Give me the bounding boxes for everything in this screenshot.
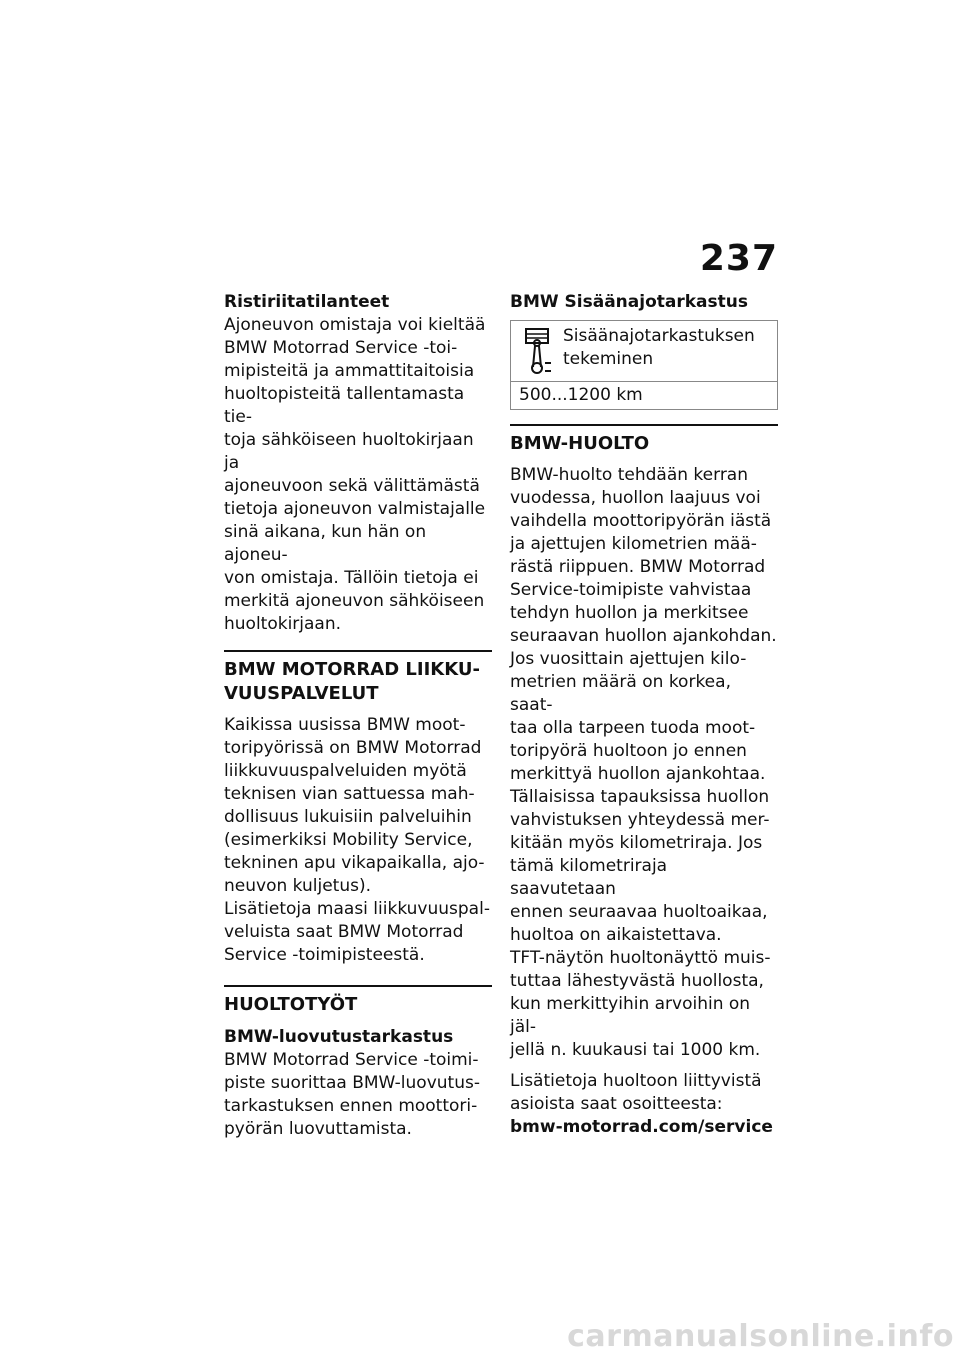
- right-column: [510, 290, 778, 1139]
- heading-sisaanajotarkastus: BMW Sisäänajotarkastus: [510, 292, 748, 312]
- heading-liikkuvuuspalvelut: BMW MOTORRAD LIIKKU- VUUSPALVELUT: [224, 659, 480, 704]
- section-divider: [224, 985, 492, 987]
- paragraph-huolto-4: Lisätietoja huoltoon liittyvistä asioista saat osoitteesta:: [510, 1071, 762, 1114]
- page-number: 237: [699, 238, 778, 279]
- heading-ristiriitatilanteet: Ristiriitatilanteet: [224, 292, 390, 312]
- heading-huoltotyot: HUOLTOTYÖT: [224, 994, 358, 1015]
- paragraph-luovutustarkastus: BMW Motorrad Service -toimi- piste suorittaa BMW-luovutus- tarkastuksen ennen moottori- pyörän luovuttamista.: [224, 1050, 480, 1139]
- section-divider: [224, 650, 492, 652]
- paragraph-ristiriitatilanteet: Ajoneuvon omistaja voi kieltää BMW Motorrad Service -toi- mipisteitä ja ammattitaitoisia huoltopisteitä tallentamasta tie- toja sähköiseen huoltokirjaan ja ajoneuvoon sekä välittämästä tietoja ajoneuvon valmistajalle sinä aikana, kun hän on ajoneu- von omistaja. Tällöin tietoja ei merkitä ajoneuvon sähköiseen huoltokirjaan.: [224, 315, 486, 634]
- run-in-inspection-table: [510, 320, 778, 410]
- table-value: 500...1200 km: [519, 385, 643, 405]
- paragraph-huolto-3: TFT-näytön huoltonäyttö muis- tuttaa lähestyvästä huollosta, kun merkittyihin arvoihin on jäl- jellä n. kuukausi tai 1000 km.: [510, 948, 771, 1060]
- paragraph-liikkuvuuspalvelut-2: Lisätietoja maasi liikkuvuuspal- veluista saat BMW Motorrad Service -toimipisteestä.: [224, 899, 490, 965]
- paragraph-huolto-2: Jos vuosittain ajettujen kilo- metrien määrä on korkea, saat- taa olla tarpeen tuoda moot- toripyörä huoltoon jo ennen merkittyä huollon ajankohtaa. Tällaisissa tapauksissa huollon vahvistuksen yhteydessä mer- kitään myös kilometriraja. Jos tämä kilometriraja saavutetaan ennen seuraavaa huoltoaikaa, huoltoa on aikaistettava.: [510, 649, 770, 945]
- heading-bmw-huolto: BMW-HUOLTO: [510, 433, 650, 454]
- spacer: [510, 1062, 778, 1070]
- section-divider: [510, 424, 778, 426]
- engine-piston-icon: [521, 327, 553, 375]
- left-column: [224, 290, 492, 1141]
- heading-luovutustarkastus: BMW-luovutustarkastus: [224, 1027, 454, 1047]
- paragraph-huolto-1: BMW-huolto tehdään kerran vuodessa, huollon laajuus voi vaihdella moottoripyörän iästä ja ajettujen kilometrien mää- rästä riippuen. BMW Motorrad Service-toimipiste vahvistaa tehdyn huollon ja merkitsee seuraavan huollon ajankohdan.: [510, 465, 777, 646]
- table-label: Sisäänajotarkastuksen tekeminen: [563, 326, 755, 369]
- paragraph-liikkuvuuspalvelut-1: Kaikissa uusissa BMW moot- toripyörissä on BMW Motorrad liikkuvuuspalveluiden myötä teknisen vian sattuessa mah- dollisuus lukuisiin palveluihin (esimerkiksi Mobility Service, tekninen apu vikapaikalla, ajo- neuvon kuljetus).: [224, 715, 485, 896]
- table-header: [511, 321, 777, 382]
- watermark: carmanualsonline.info: [567, 1319, 954, 1354]
- service-url-link[interactable]: bmw-motorrad.com/service: [510, 1117, 773, 1137]
